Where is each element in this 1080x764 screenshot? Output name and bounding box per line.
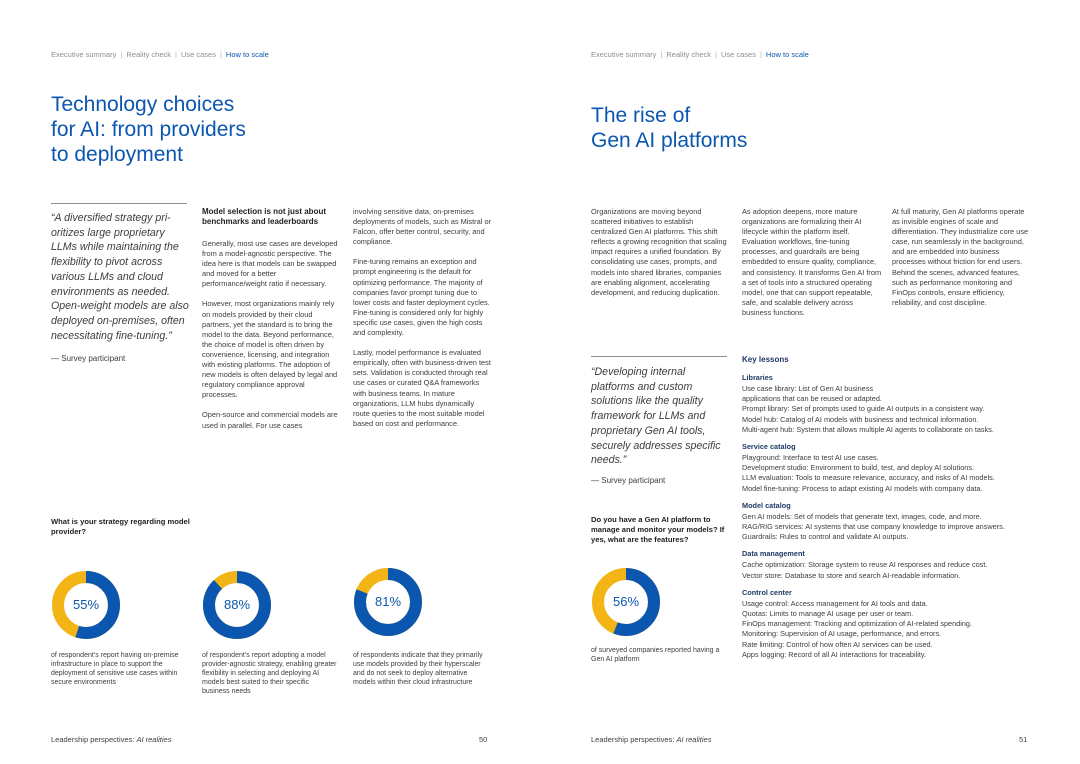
pull-quote: “Developing internal platforms and custom solutions like the quality framework for LLMs and proprietary Gen AI tools, securely addresses specific needs.”	[591, 366, 721, 467]
lesson-group	[742, 373, 1042, 435]
lesson-item: Model hub: Catalog of AI models with business and technical information.	[742, 414, 979, 424]
donut-percentage: 56%	[612, 594, 640, 609]
page-number-right: 51	[1019, 735, 1028, 744]
breadcrumb-item[interactable]: Use cases	[180, 50, 216, 59]
lesson-item: Prompt library: Set of prompts used to guide AI outputs in a consistent way.	[742, 404, 985, 414]
lesson-item: Multi-agent hub: System that allows multiple AI agents to collaborate on tasks.	[742, 424, 994, 434]
footer-italic: AI realities	[136, 735, 172, 744]
footer-left	[51, 735, 171, 744]
breadcrumb-item-active[interactable]: How to scale	[765, 50, 809, 59]
paragraph: Lastly, model performance is evaluated empirically, often with business-driven test sets. Validation is conducted through real use cases or curated Q&A frameworks with business teams. In mature organizations, LLM hubs dynamically route queries to the most suitable model based on cost and performance.	[353, 348, 491, 428]
lesson-heading: Model catalog	[742, 500, 791, 510]
lesson-item: Gen AI models: Set of models that generate text, images, code, and more.	[742, 511, 982, 521]
attribution-text: Survey participant	[61, 354, 126, 363]
donut-percentage: 55%	[72, 597, 100, 612]
footer-right	[591, 735, 711, 744]
breadcrumb-item[interactable]: Reality check	[126, 50, 171, 59]
donut-chart	[202, 570, 272, 640]
lesson-item: Usage control: Access management for AI tools and data.	[742, 598, 928, 608]
donut-chart	[591, 567, 661, 637]
footer-italic: AI realities	[676, 735, 712, 744]
page-number-left: 50	[479, 735, 488, 744]
lesson-item: Vector store: Database to store and search AI-readable information.	[742, 570, 961, 580]
breadcrumb-item-active[interactable]: How to scale	[225, 50, 269, 59]
lesson-heading: Control center	[742, 587, 792, 597]
lesson-group	[742, 549, 1042, 580]
donut-caption: of respondent’s report adopting a model provider-agnostic strategy, enabling greater flexibility in selecting and deploying AI models best suited to their specific business needs	[202, 652, 337, 695]
title-line: Technology choices	[51, 93, 235, 116]
lesson-heading: Data management	[742, 549, 805, 559]
lesson-item: Playground: Interface to test AI use cases.	[742, 453, 879, 463]
title-line: for AI: from providers	[51, 118, 246, 141]
breadcrumb-right: Executive summary | Reality check | Use cases | How to scale	[591, 50, 809, 59]
breadcrumb-item[interactable]: Use cases	[720, 50, 756, 59]
paragraph: Fine-tuning remains an exception and prompt engineering is the default for optimizing performance. The majority of companies favor prompt tuning due to lower costs and faster deployment cycles. Fine-tuning is considered only for highly specific use cases, given the high costs and complexity.	[353, 257, 490, 338]
lesson-heading: Libraries	[742, 373, 773, 382]
chart-question-left: What is your strategy regarding model provider?	[51, 517, 190, 536]
page-title-left	[51, 92, 311, 167]
paragraph: Open-source and commercial models are used in parallel. For use cases	[202, 410, 338, 430]
breadcrumb-item[interactable]: Executive summary	[51, 50, 117, 59]
quote-attribution: — Survey participant	[51, 354, 126, 363]
donut-chart	[51, 570, 121, 640]
breadcrumb-item[interactable]: Reality check	[666, 50, 711, 59]
donut-percentage: 88%	[223, 597, 251, 612]
lesson-group	[742, 501, 1042, 543]
pull-quote: “A diversified strategy pri-oritizes large proprietary LLMs while maintaining the flexibility to pivot across various LLMs and cloud environments as needed. Open-weight models are also deployed on-premises, often necessitating fine-tuning.”	[51, 212, 189, 342]
donut-chart	[353, 567, 423, 637]
donut-percentage: 81%	[374, 594, 402, 609]
lesson-item: Apps logging: Record of all AI interactions for traceability.	[742, 649, 927, 659]
quote-divider	[591, 356, 727, 357]
donut-caption: of respondents indicate that they primarily use models provided by their hyperscaler and do not seek to deploy alternative models within their cloud infrastructure	[353, 652, 483, 686]
key-lessons-title: Key lessons	[742, 355, 789, 364]
right-column-1: Organizations are moving beyond scattered initiatives to establish centralized Gen AI platforms. This shift reflects a growing recognition that scaling impact requires a unified foundation. By consolidating use cases, prompts, and models into shared libraries, companies are enabling alignment, accelerating development, and reducing duplication.	[591, 207, 727, 297]
paragraph: Generally, most use cases are developed from a model-agnostic perspective. The idea here is that models can be swapped and moved for a better performance/weight ratio if necessary.	[202, 239, 338, 289]
chart-question-right: Do you have a Gen AI platform to manage and monitor your models? If yes, what are the features?	[591, 515, 725, 544]
lesson-item: Guardrails: Rules to control and validate AI outputs.	[742, 532, 909, 542]
donut-caption: of respondent’s report having on-premise infrastructure in place to support the deployment of sensitive use cases within secure environments	[51, 652, 179, 686]
breadcrumb-item[interactable]: Executive summary	[591, 50, 657, 59]
left-column-2	[353, 207, 493, 439]
attribution-text: Survey participant	[601, 476, 666, 485]
paragraph: However, most organizations mainly rely on models provided by their cloud partners, yet the standard is to bring the model to the data. Beyond performance, the choice of model is often driven by convenience, licensing, and integration with existing platforms. The adoption of new models is often delayed by legal and regulatory compliance approval processes.	[202, 299, 338, 400]
lesson-item: LLM evaluation: Tools to measure relevance, accuracy, and risks of AI models.	[742, 473, 995, 483]
footer-text: Leadership perspectives:	[591, 735, 677, 744]
quote-divider	[51, 203, 187, 204]
lesson-item: Development studio: Environment to build, test, and deploy AI solutions.	[742, 463, 975, 473]
lesson-item: RAG/RIG services: AI systems that use company knowledge to improve answers.	[742, 522, 1005, 532]
left-column-1	[202, 207, 342, 441]
lesson-item: Monitoring: Supervision of AI usage, performance, and errors.	[742, 629, 942, 639]
footer-text: Leadership perspectives:	[51, 735, 137, 744]
donut-caption: of surveyed companies reported having a Gen AI platform	[591, 647, 720, 663]
breadcrumb-left: Executive summary | Reality check | Use cases | How to scale	[51, 50, 269, 59]
page-title-right	[591, 103, 851, 153]
paragraph: involving sensitive data, on-premises deployments of models, such as Mistral or Falcon, offer better control, security, and compliance.	[353, 207, 492, 247]
lesson-item: Model fine-tuning: Process to adapt existing AI models with company data.	[742, 483, 983, 493]
lesson-item: Rate limiting: Control of how often AI services can be used.	[742, 639, 933, 649]
lesson-item: Cache optimization: Storage system to reuse AI responses and reduce cost.	[742, 560, 988, 570]
right-column-3: At full maturity, Gen AI platforms operate as invisible engines of scale and differentiation. They industrialize core use case, run seamlessly in the background, and are embedded into business processes without friction for end users. Behind the scenes, advanced features, such as performance monitoring and FinOps controls, ensure efficiency, reliability, and cost discipline.	[892, 207, 1029, 307]
lesson-item: Quotas: Limits to manage AI usage per user or team.	[742, 609, 914, 619]
quote-attribution: — Survey participant	[591, 476, 666, 485]
lesson-item: Use case library: List of Gen AI business applications that can be reused or adapted.	[742, 384, 882, 404]
title-line: to deployment	[51, 143, 183, 166]
lesson-heading: Service catalog	[742, 442, 796, 452]
right-column-2: As adoption deepens, more mature organizations are formalizing their AI lifecycle within the platform itself. Evaluation workflows, fine-tuning processes, and guardrails are being embedded to ensure quality, compliance, and consistency. It transforms Gen AI from a set of tools into a structured operating model, one that can support repeatable, safe, and scalable delivery across business functions.	[742, 207, 882, 317]
title-line: The rise of	[591, 104, 691, 127]
section-heading: Model selection is not just about benchmarks and leaderboards	[202, 207, 327, 226]
lesson-item: FinOps management: Tracking and optimization of AI-related spending.	[742, 619, 972, 629]
lesson-group	[742, 588, 1042, 660]
lesson-group	[742, 442, 1042, 494]
title-line: Gen AI platforms	[591, 129, 748, 152]
key-lessons	[742, 355, 1042, 660]
